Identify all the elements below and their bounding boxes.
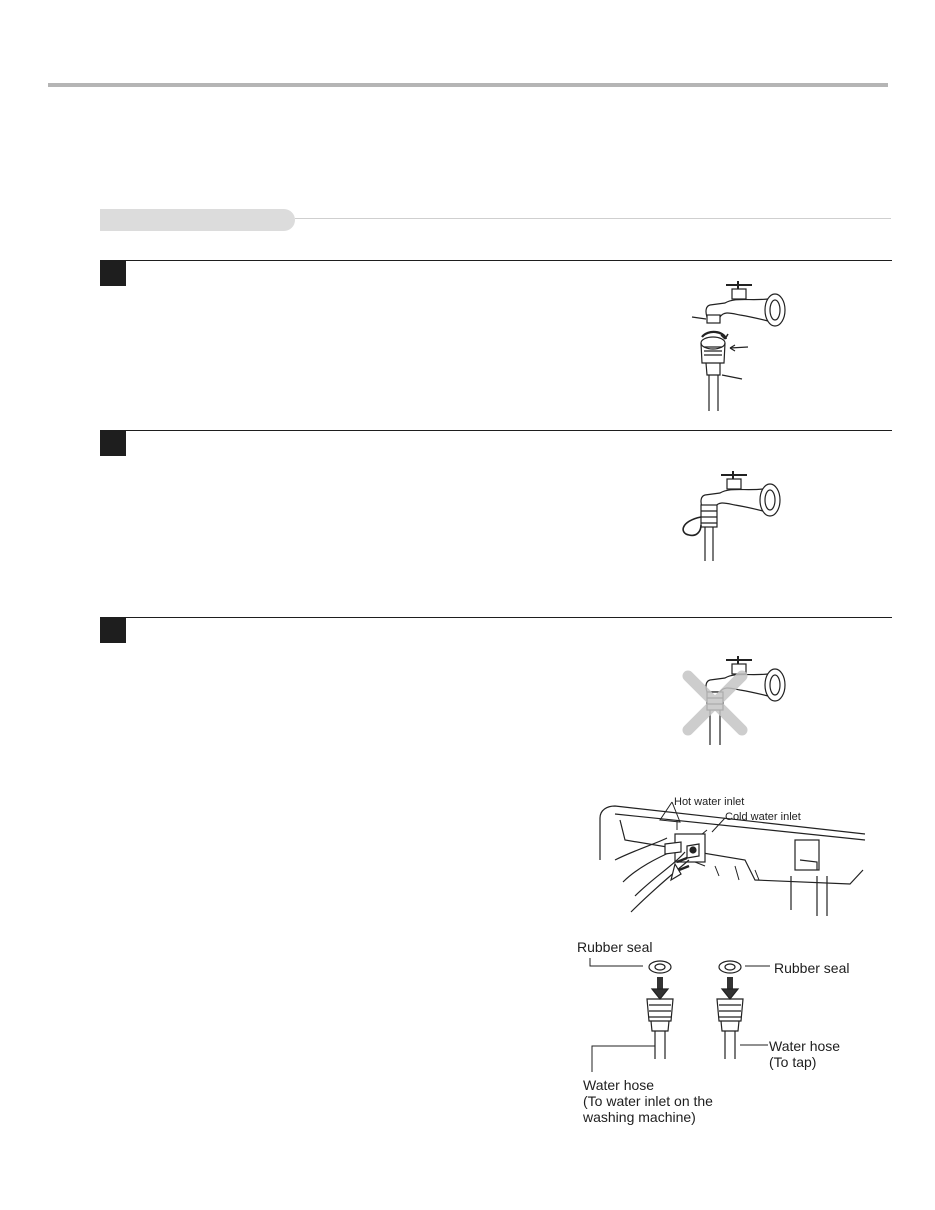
rubber-seal-label-left: Rubber seal — [577, 939, 653, 955]
water-hose-inlet-label-2: (To water inlet on the — [583, 1093, 713, 1109]
cold-water-inlet-label: Cold water inlet — [725, 811, 801, 823]
water-hose-tap-label-2: (To tap) — [769, 1054, 817, 1070]
water-hose-inlet-label-3: washing machine) — [583, 1109, 696, 1125]
water-hose-inlet-label-1: Water hose — [583, 1077, 655, 1093]
water-hose-tap-label-1: Water hose — [769, 1038, 841, 1054]
hot-water-inlet-label: Hot water inlet — [674, 796, 745, 808]
rubber-seal-label-right: Rubber seal — [774, 960, 850, 976]
